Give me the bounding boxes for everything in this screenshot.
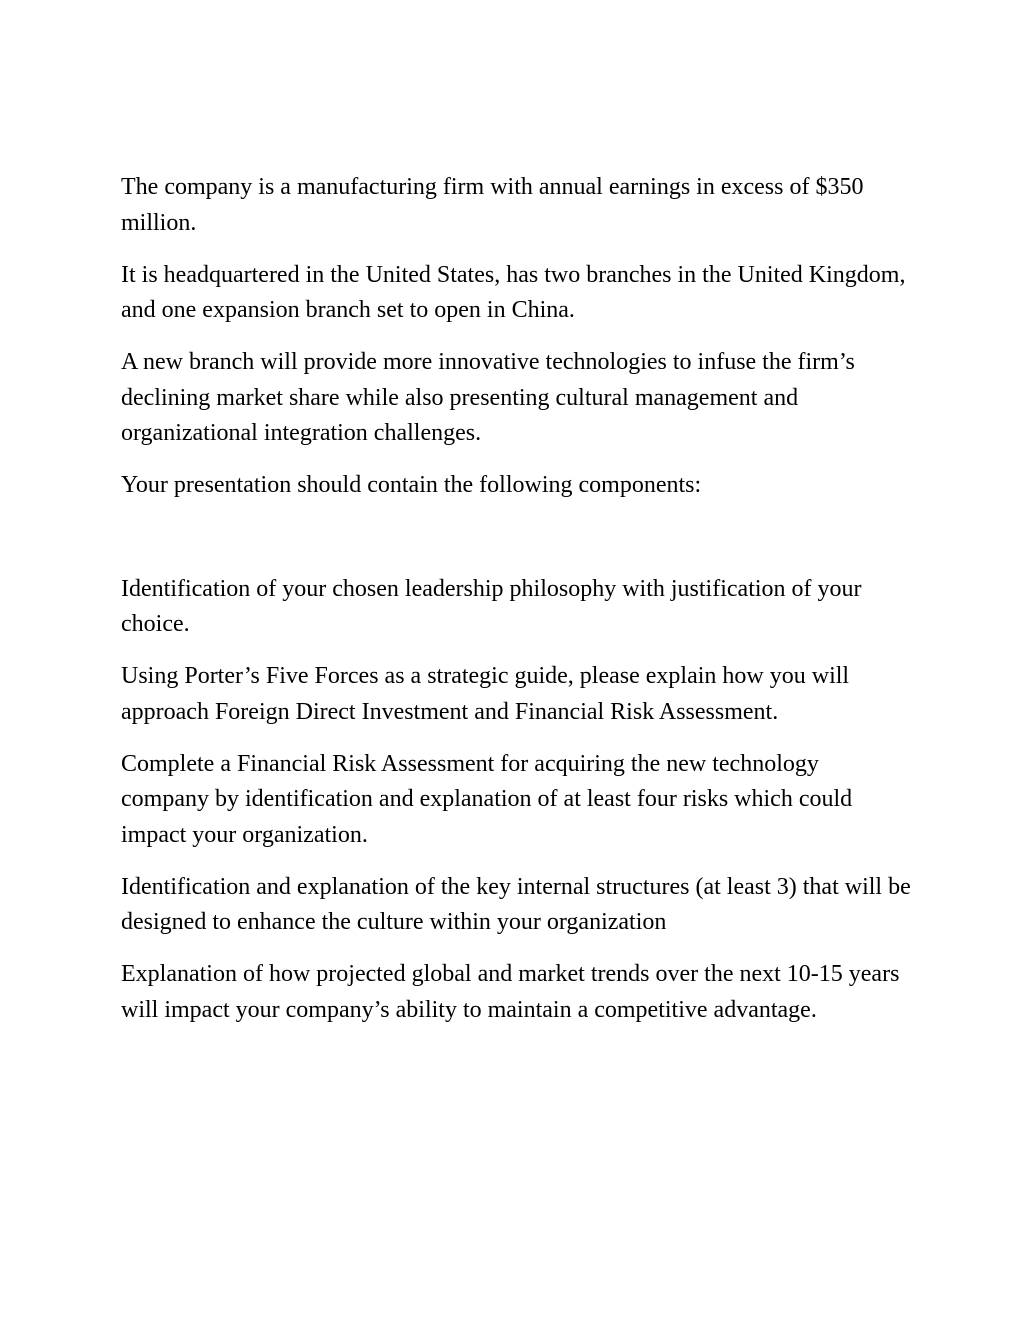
intro-paragraph-new-branch: A new branch will provide more innovative technologies to infuse the firm’s declining market share while also presenting cultural management and organizational integration challenges.	[121, 349, 855, 446]
document-body	[121, 170, 911, 1045]
component-leadership-philosophy: Identification of your chosen leadership philosophy with justification of your choice.	[121, 575, 862, 637]
intro-paragraph-components-lead: Your presentation should contain the following components:	[121, 472, 702, 498]
component-financial-risk-assessment: Complete a Financial Risk Assessment for acquiring the new technology company by identification and explanation of at least four risks which could impact your organization.	[121, 750, 853, 848]
component-internal-structures: Identification and explanation of the key internal structures (at least 3) that will be designed to enhance the culture within your organization	[121, 873, 911, 935]
component-global-market-trends: Explanation of how projected global and market trends over the next 10-15 years will impact your company’s ability to maintain a competitive advantage.	[121, 961, 900, 1023]
component-porters-five-forces: Using Porter’s Five Forces as a strategic guide, please explain how you will approach Foreign Direct Investment and Financial Risk Assessment.	[121, 663, 850, 725]
intro-paragraph-headquarters: It is headquartered in the United States, has two branches in the United Kingdom, and one expansion branch set to open in China.	[121, 261, 906, 323]
intro-paragraph-company: The company is a manufacturing firm with annual earnings in excess of $350 million.	[121, 174, 864, 236]
